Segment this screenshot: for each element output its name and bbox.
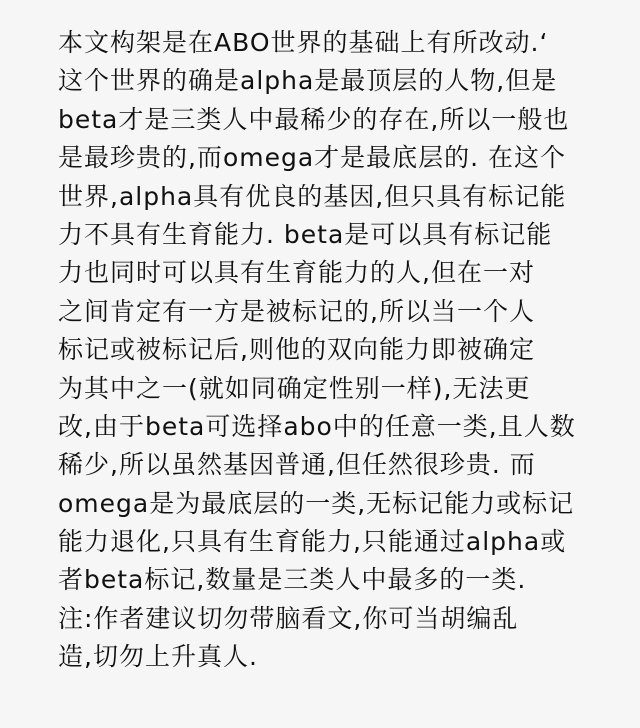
text-line-4: 是最珍贵的,而omega才是最底层的. 在这个 — [58, 143, 567, 173]
text-line-15: 者beta标记,数量是三类人中最多的一类. — [58, 565, 527, 595]
text-line-13: omega是为最底层的一类,无标记能力或标记 — [58, 488, 575, 518]
document-text — [58, 24, 618, 677]
text-line-9: 标记或被标记后,则他的双向能力即被确定 — [58, 335, 535, 365]
text-line-5: 世界,alpha具有优良的基因,但只具有标记能 — [58, 181, 567, 211]
text-line-8: 之间肯定有一方是被标记的,所以当一个人 — [58, 296, 535, 326]
author-note-line-2: 造,切勿上升真人. — [58, 642, 258, 672]
text-line-2: 这个世界的确是alpha是最顶层的人物,但是 — [58, 66, 558, 96]
text-line-11: 改,由于beta可选择abo中的任意一类,且人数 — [58, 411, 576, 441]
text-line-6: 力不具有生育能力. beta是可以具有标记能 — [58, 219, 553, 249]
text-line-12: 稀少,所以虽然基因普通,但任然很珍贵. 而 — [58, 450, 536, 480]
text-line-3: beta才是三类人中最稀少的存在,所以一般也 — [58, 104, 570, 134]
text-line-7: 力也同时可以具有生育能力的人,但在一对 — [58, 258, 535, 288]
author-note-line-1: 注:作者建议切勿带脑看文,你可当胡编乱 — [58, 603, 519, 633]
text-line-1: 本文构架是在ABO世界的基础上有所改动.‘ — [58, 28, 549, 57]
text-line-14: 能力退化,只具有生育能力,只能通过alpha或 — [58, 527, 567, 557]
text-line-10: 为其中之一(就如同确定性别一样),无法更 — [58, 373, 531, 403]
